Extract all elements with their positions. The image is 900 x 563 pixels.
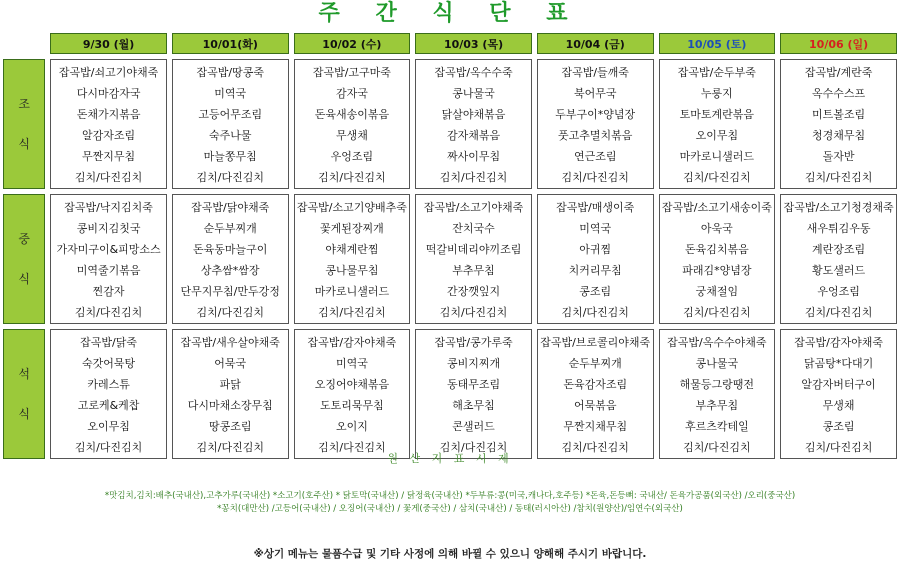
menu-item: 오이무침 <box>87 420 130 433</box>
menu-item: 잡곡밥/닭야채죽 <box>191 201 270 214</box>
menu-item: 잡곡밥/닭죽 <box>80 336 137 349</box>
origin-line-2: *꽁치(대만산) /고등어(국내산) / 오징어(국내산) / 꽃게(중국산) / 삼치(국내산) / 동태(러시아산) /참치(원양산)/임연수(외국산) <box>217 504 683 514</box>
menu-item: 닭살야채볶음 <box>441 108 506 121</box>
menu-item: 김치/다진김치 <box>318 171 386 184</box>
menu-list <box>416 330 531 458</box>
menu-item: 숙갓어묵탕 <box>82 357 136 370</box>
menu-item: 잡곡밥/계란죽 <box>804 66 873 79</box>
menu-item: 김치/다진김치 <box>439 306 508 319</box>
menu-cell <box>415 59 532 189</box>
change-notice: ※상기 메뉴는 물품수급 및 기타 사정에 의해 바뀔 수 있으니 양해해 주시기 바랍니다. <box>253 548 647 560</box>
menu-item: 치커리무침 <box>568 264 622 277</box>
menu-list <box>51 195 166 323</box>
menu-cell <box>537 329 654 459</box>
meal-label <box>3 194 45 324</box>
menu-item: 오이무침 <box>695 129 739 142</box>
menu-item: 연근조림 <box>573 150 617 163</box>
menu-item: 토마토계란볶음 <box>679 108 755 121</box>
meal-row <box>3 329 897 459</box>
menu-item: 청경채무침 <box>812 129 866 142</box>
menu-item: 김치/다진김치 <box>683 441 751 454</box>
menu-cell <box>50 194 167 324</box>
menu-item: 돈채가지볶음 <box>76 108 141 121</box>
menu-item: 고등어무조림 <box>198 108 263 121</box>
header-corner <box>3 33 45 54</box>
day-header: 9/30 (월) <box>50 33 167 54</box>
meal-label-char: 식 <box>18 272 30 286</box>
day-header: 10/01(화) <box>172 33 289 54</box>
menu-list <box>781 195 896 323</box>
menu-item: 미역국 <box>579 222 612 235</box>
menu-item: 잡곡밥/감자야채죽 <box>794 336 883 349</box>
menu-item: 무생채 <box>335 129 368 142</box>
menu-item: 잡곡밥/순두부죽 <box>677 66 756 79</box>
menu-item: 콩조림 <box>822 420 855 433</box>
menu-cell <box>659 59 776 189</box>
menu-item: 어묵볶음 <box>573 399 617 412</box>
menu-item: 옥수수스프 <box>812 87 866 100</box>
menu-item: 잡곡밥/들깨죽 <box>561 66 629 79</box>
menu-item: 콩나물국 <box>452 87 495 100</box>
menu-item: 두부구이*양념장 <box>555 108 636 121</box>
menu-list <box>295 195 410 323</box>
menu-item: 김치/다진김치 <box>196 306 264 319</box>
menu-cell <box>659 194 776 324</box>
menu-item: 마카로니샐러드 <box>679 150 755 163</box>
menu-list <box>51 60 166 188</box>
menu-cell <box>415 329 532 459</box>
menu-item: 누룽지 <box>700 87 733 100</box>
menu-list <box>173 195 288 323</box>
menu-item: 잡곡밥/감자야채죽 <box>307 336 397 349</box>
menu-cell <box>780 59 897 189</box>
menu-item: 잡곡밥/쇠고기야채죽 <box>58 66 159 79</box>
menu-list <box>660 60 775 188</box>
menu-item: 잡곡밥/소고기청경채죽 <box>783 201 894 214</box>
menu-item: 해물등그랑땡전 <box>679 378 755 391</box>
menu-item: 어묵국 <box>214 357 247 370</box>
menu-item: 김치/다진김치 <box>804 306 873 319</box>
menu-item: 잡곡밥/매생이죽 <box>556 201 635 214</box>
menu-item: 잡곡밥/콩가루죽 <box>434 336 513 349</box>
menu-item: 김치/다진김치 <box>74 306 143 319</box>
menu-item: 간장깻잎지 <box>446 285 501 298</box>
menu-cell <box>415 194 532 324</box>
menu-item: 다시마감자국 <box>76 87 141 100</box>
menu-item: 꽃게된장찌개 <box>320 222 384 235</box>
menu-item: 콘샐러드 <box>452 420 495 433</box>
meal-label <box>3 329 45 459</box>
meal-row <box>3 59 897 189</box>
menu-item: 부추무침 <box>695 399 739 412</box>
menu-cell <box>172 194 289 324</box>
meal-label-char: 석 <box>18 367 30 381</box>
menu-item: 돌자반 <box>822 150 855 163</box>
menu-list <box>416 195 531 323</box>
menu-item: 콩비지김칫국 <box>76 222 141 235</box>
menu-item: 김치/다진김치 <box>561 306 629 319</box>
menu-cell <box>294 194 411 324</box>
menu-item: 감자채볶음 <box>446 129 501 142</box>
day-header: 10/05 (토) <box>659 33 776 54</box>
menu-item: 순두부찌개 <box>203 222 257 235</box>
menu-item: 야채계란찜 <box>325 243 379 256</box>
menu-item: 계란장조림 <box>812 243 866 256</box>
day-header: 10/06 (일) <box>780 33 897 54</box>
menu-item: 김치/다진김치 <box>561 441 629 454</box>
menu-item: 감자국 <box>335 87 368 100</box>
menu-item: 후르츠칵테일 <box>684 420 749 433</box>
menu-cell <box>780 329 897 459</box>
menu-item: 무생채 <box>822 399 855 412</box>
meal-label <box>3 59 45 189</box>
menu-item: 새우튀김우동 <box>806 222 871 235</box>
menu-list <box>538 60 653 188</box>
menu-item: 우엉조림 <box>817 285 860 298</box>
menu-item: 김치/다진김치 <box>439 441 508 454</box>
menu-item: 마카로니샐러드 <box>314 285 390 298</box>
origin-notice <box>20 490 880 516</box>
menu-item: 풋고추멸치볶음 <box>558 129 633 142</box>
menu-item: 도토리묵무침 <box>320 399 384 412</box>
menu-item: 돈육동마늘구이 <box>193 243 268 256</box>
menu-item: 콩나물무침 <box>325 264 379 277</box>
day-header: 10/02 (수) <box>294 33 411 54</box>
menu-item: 김치/다진김치 <box>439 171 508 184</box>
menu-item: 잡곡밥/옥수수야채죽 <box>667 336 767 349</box>
menu-item: 잡곡밥/낙지김치죽 <box>64 201 153 214</box>
menu-cell <box>50 329 167 459</box>
menu-item: 돈육김치볶음 <box>684 243 749 256</box>
menu-item: 부추무침 <box>452 264 495 277</box>
menu-item: 김치/다진김치 <box>318 441 386 454</box>
menu-item: 떡갈비데리야끼조림 <box>425 243 522 256</box>
origin-line-1: *맛김치,김치:배추(국내산),고추가루(국내산) *소고기(호주산) * 닭토막(국내산) / 닭정육(국내산) *두부류:콩(미국,캐나다,호주등) *돈육,돈등뼈: 국내산/ 돈육가공품(외국산) /오리(중국산) <box>104 491 796 501</box>
menu-item: 오징어야채볶음 <box>314 378 390 391</box>
menu-item: 알감자버터구이 <box>801 378 876 391</box>
menu-list <box>295 330 410 458</box>
page-title: 주 간 식 단 표 <box>318 1 582 26</box>
menu-item: 카레스튜 <box>87 378 130 391</box>
menu-item: 미역국 <box>335 357 368 370</box>
menu-item: 오이지 <box>335 420 368 433</box>
menu-item: 숙주나물 <box>208 129 252 142</box>
menu-cell <box>294 329 411 459</box>
menu-list <box>660 195 775 323</box>
menu-item: 김치/다진김치 <box>74 441 143 454</box>
menu-item: 황도샐러드 <box>812 264 866 277</box>
meal-label-char: 식 <box>18 137 30 151</box>
menu-item: 김치/다진김치 <box>196 171 264 184</box>
menu-item: 파래김*양념장 <box>682 264 752 277</box>
menu-item: 잡곡밥/브로콜리야채죽 <box>540 336 651 349</box>
menu-item: 순두부찌개 <box>568 357 622 370</box>
menu-list <box>51 330 166 458</box>
menu-list <box>781 330 896 458</box>
menu-item: 마늘쫑무침 <box>203 150 257 163</box>
menu-item: 무짠지채무침 <box>563 420 628 433</box>
menu-item: 김치/다진김치 <box>196 441 264 454</box>
menu-item: 찐감자 <box>92 285 125 298</box>
menu-item: 미트볼조림 <box>812 108 866 121</box>
menu-item: 돈육새송이볶음 <box>314 108 390 121</box>
menu-item: 김치/다진김치 <box>683 306 751 319</box>
menu-item: 다시마채소장무침 <box>187 399 273 412</box>
menu-item: 잡곡밥/소고기야채죽 <box>423 201 524 214</box>
menu-item: 닭곰탕*다대기 <box>803 357 874 370</box>
meal-label-char: 조 <box>18 97 30 111</box>
menu-item: 아귀찜 <box>579 243 612 256</box>
menu-item: 김치/다진김치 <box>804 441 873 454</box>
meal-label-char: 식 <box>18 407 30 421</box>
menu-item: 잡곡밥/땅콩죽 <box>196 66 264 79</box>
menu-item: 콩나물국 <box>695 357 739 370</box>
menu-item: 잡곡밥/옥수수죽 <box>434 66 513 79</box>
menu-item: 잡곡밥/고구마죽 <box>312 66 391 79</box>
menu-cell <box>294 59 411 189</box>
menu-item: 땅콩조림 <box>208 420 252 433</box>
menu-cell <box>50 59 167 189</box>
menu-item: 단무지무침/만두강정 <box>180 285 280 298</box>
menu-cell <box>172 59 289 189</box>
menu-item: 김치/다진김치 <box>804 171 873 184</box>
menu-list <box>416 60 531 188</box>
menu-item: 미역줄기볶음 <box>76 264 141 277</box>
menu-list <box>173 60 288 188</box>
menu-cell <box>172 329 289 459</box>
meal-label-char: 중 <box>18 232 30 246</box>
menu-item: 김치/다진김치 <box>74 171 143 184</box>
day-header: 10/03 (목) <box>415 33 532 54</box>
day-header: 10/04 (금) <box>537 33 654 54</box>
menu-table <box>3 33 897 459</box>
meal-row <box>3 194 897 324</box>
menu-list <box>660 330 775 458</box>
menu-list <box>173 330 288 458</box>
header-row <box>3 33 897 54</box>
menu-item: 잡곡밥/소고기새송이죽 <box>661 201 772 214</box>
menu-item: 잔치국수 <box>452 222 495 235</box>
menu-item: 해초무침 <box>452 399 495 412</box>
menu-cell <box>537 59 654 189</box>
menu-item: 짜사이무침 <box>446 150 501 163</box>
menu-list <box>538 195 653 323</box>
menu-item: 김치/다진김치 <box>318 306 386 319</box>
menu-list <box>781 60 896 188</box>
menu-item: 콩조림 <box>579 285 612 298</box>
menu-item: 상추쌈*쌈장 <box>200 264 260 277</box>
menu-item: 김치/다진김치 <box>683 171 751 184</box>
origin-title: 원 산 지 표 시 제 <box>387 452 513 465</box>
menu-item: 김치/다진김치 <box>561 171 629 184</box>
menu-item: 미역국 <box>214 87 247 100</box>
menu-item: 고로케&케찹 <box>77 399 140 412</box>
menu-list <box>295 60 410 188</box>
menu-item: 알감자조림 <box>82 129 136 142</box>
menu-cell <box>659 329 776 459</box>
menu-list <box>538 330 653 458</box>
menu-item: 아욱국 <box>700 222 733 235</box>
menu-item: 북어무국 <box>573 87 617 100</box>
menu-cell <box>537 194 654 324</box>
menu-item: 콩비지찌개 <box>446 357 501 370</box>
menu-item: 우엉조림 <box>330 150 374 163</box>
menu-item: 동태무조림 <box>446 378 501 391</box>
menu-item: 파닭 <box>219 378 241 391</box>
menu-item: 잡곡밥/새우살야채죽 <box>180 336 280 349</box>
menu-cell <box>780 194 897 324</box>
menu-item: 돈육감자조림 <box>563 378 628 391</box>
menu-item: 궁채절임 <box>695 285 739 298</box>
menu-item: 가자미구이&피망소스 <box>56 243 161 256</box>
menu-item: 무짠지무침 <box>82 150 136 163</box>
menu-item: 잡곡밥/소고기양배추죽 <box>296 201 407 214</box>
